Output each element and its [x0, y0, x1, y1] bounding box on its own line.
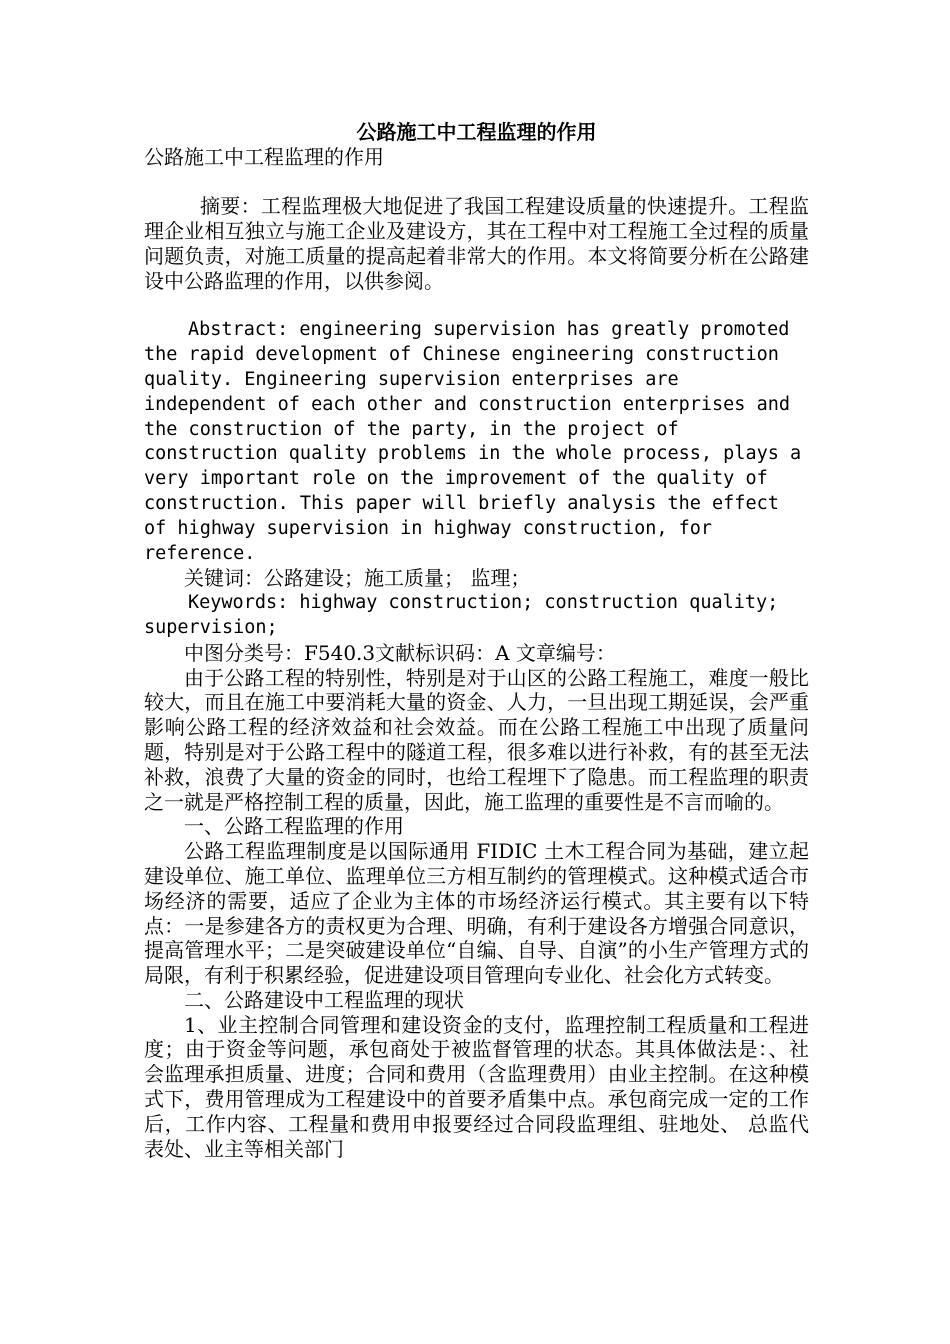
abstract-english: Abstract: engineering supervision has greatly promoted the rapid development of Chinese engineering construction quality. Engineering supervision enterprises are independent of each other and construction enterprises and the construction of the party, in the project of construction quality problems in the whole process, plays a very important role on the improvement of the quality of construction. This paper will briefly analysis the effect of highway supervision in highway construction, for reference.: [144, 319, 802, 564]
section-2-body: 1、业主控制合同管理和建设资金的支付，监理控制工程质量和工程进度；由于资金等问题，承包商处于被监督管理的状态。其具体做法是：、社会监理承担质量、进度；合同和费用（含监理费用）由业主控制。在这种模式下，费用管理成为工程建设中的首要矛盾集中点。承包商完成一定的工作后，工作内容、工程量和费用申报要经过合同段监理组、驻地处、 总监代表处、业主等相关部门: [144, 1012, 809, 1161]
document-subtitle: 公路施工中工程监理的作用: [144, 144, 384, 169]
intro-paragraph: 由于公路工程的特别性，特别是对于山区的公路工程施工，难度一般比较大，而且在施工中要消耗大量的资金、人力，一旦出现工期延误，会严重影响公路工程的经济效益和社会效益。而在公路工程施工中出现了质量问题，特别是对于公路工程中的隧道工程，很多难以进行补救，有的甚至无法补救，浪费了大量的资金的同时，也给工程埋下了隐患。而工程监理的职责之一就是严格控制工程的质量，因此，施工监理的重要性是不言而喻的。: [144, 665, 809, 814]
section-1-heading: 一、公路工程监理的作用: [184, 814, 404, 839]
classification-line: 中图分类号：F540.3文献标识码：A 文章编号：: [184, 640, 616, 665]
document-title: 公路施工中工程监理的作用: [356, 120, 597, 144]
document-page: [144, 120, 809, 1161]
keywords-chinese: 关键词：公路建设；施工质量； 监理；: [184, 566, 531, 591]
blank-line: [144, 170, 809, 195]
blank-line: [144, 294, 809, 319]
section-2-heading: 二、公路建设中工程监理的现状: [184, 987, 464, 1012]
keywords-english: Keywords: highway construction; construction quality; supervision;: [144, 592, 779, 638]
section-1-body: 公路工程监理制度是以国际通用 FIDIC 土木工程合同为基础，建立起建设单位、施工单位、监理单位三方相互制约的管理模式。这种模式适合市场经济的需要，适应了企业为主体的市场经济运行模式。其主要有以下特点：一是参建各方的责权更为合理、明确，有利于建设各方增强合同意识，提高管理水平；二是突破建设单位“自编、自导、自演”的小生产管理方式的局限，有利于积累经验，促进建设项目管理向专业化、社会化方式转变。: [144, 839, 809, 988]
abstract-chinese: 摘要：工程监理极大地促进了我国工程建设质量的快速提升。工程监理企业相互独立与施工企业及建设方，其在工程中对工程施工全过程的质量问题负责，对施工质量的提高起着非常大的作用。本文将简要分析在公路建设中公路监理的作用，以供参阅。: [144, 194, 809, 293]
